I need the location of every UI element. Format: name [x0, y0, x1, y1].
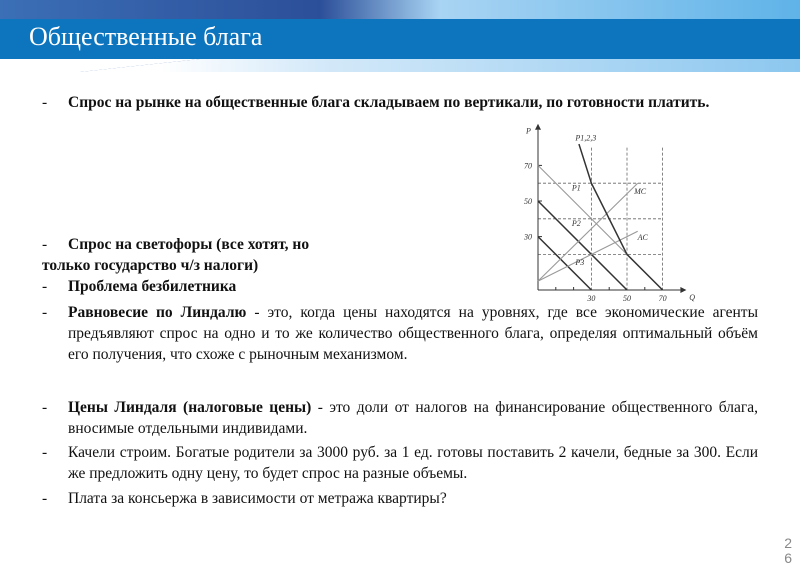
bullet-text: Плата за консьержа в зависимости от метража квартиры?	[68, 490, 447, 507]
bullet-traffic-lights	[42, 234, 392, 276]
bullet-text: Качели строим. Богатые родители за 3000 руб. за 1 ед. готовы поставить 2 качели, бедные за 300. Если же предложить одну цену, то будет спрос на разные объемы.	[68, 444, 758, 482]
bullet-text: - это, когда цены находятся на уровнях, где все экономические агенты предъявляют спрос на одно и то же количество общественного блага, определяя оптимальный объём его получения, что схоже с рыночным механизмом.	[68, 304, 758, 363]
bullet-dash: -	[42, 444, 48, 461]
label-p123: P1,2,3	[575, 133, 597, 143]
bullet-bold: Цены Линдаля (налоговые цены)	[68, 399, 312, 416]
x-tick-label: 70	[658, 294, 667, 303]
bullet-lindahl-equilibrium	[42, 302, 758, 365]
page-number	[784, 536, 792, 566]
page-number-digit: 6	[784, 550, 792, 566]
bullet-text: - это доли от налогов на финансирование общественного блага, вносимые отдельными индивидами.	[68, 399, 758, 437]
bullet-text: Спрос на рынке на общественные блага складываем по вертикали, по готовности платить.	[68, 94, 710, 111]
mc-line	[538, 183, 638, 281]
bullet-text: Спрос на светофоры (все хотят, но	[68, 236, 310, 253]
label-p3: P3	[575, 258, 585, 268]
label-mc: MC	[634, 186, 647, 196]
bullet-free-rider	[42, 276, 758, 297]
ac-line	[538, 231, 638, 281]
y-axis-arrow	[535, 124, 541, 130]
bullet-dash: -	[42, 278, 48, 295]
bullet-text: Проблема безбилетника	[68, 278, 237, 295]
bullet-dash: -	[42, 236, 48, 253]
bullet-bold: Равновесие по Линдалю	[68, 304, 247, 321]
x-tick-label: 50	[623, 294, 631, 303]
label-p1: P1	[571, 183, 581, 193]
label-p2: P2	[571, 218, 581, 228]
page-number-digit: 2	[784, 535, 792, 551]
bullet-swings	[42, 442, 758, 484]
bullet-text: только государство ч/з налоги)	[42, 257, 259, 274]
y-tick-label: 70	[524, 161, 532, 171]
slide-title: Общественные блага	[29, 22, 263, 51]
header-banner	[0, 0, 800, 72]
label-ac: AC	[637, 233, 648, 243]
x-axis-label: Q	[689, 293, 696, 302]
bullet-lindahl-prices	[42, 397, 758, 439]
y-axis-label: P	[526, 126, 531, 136]
bullet-dash: -	[42, 304, 48, 321]
y-tick-label: 50	[524, 197, 532, 206]
bullet-dash: -	[42, 490, 48, 507]
bullet-concierge	[42, 488, 758, 509]
bullet-dash: -	[42, 399, 48, 416]
x-tick-label: 30	[587, 294, 596, 303]
bullet-dash: -	[42, 94, 48, 111]
y-tick-label: 30	[524, 232, 532, 242]
bullet-demand-vertical	[42, 92, 758, 113]
